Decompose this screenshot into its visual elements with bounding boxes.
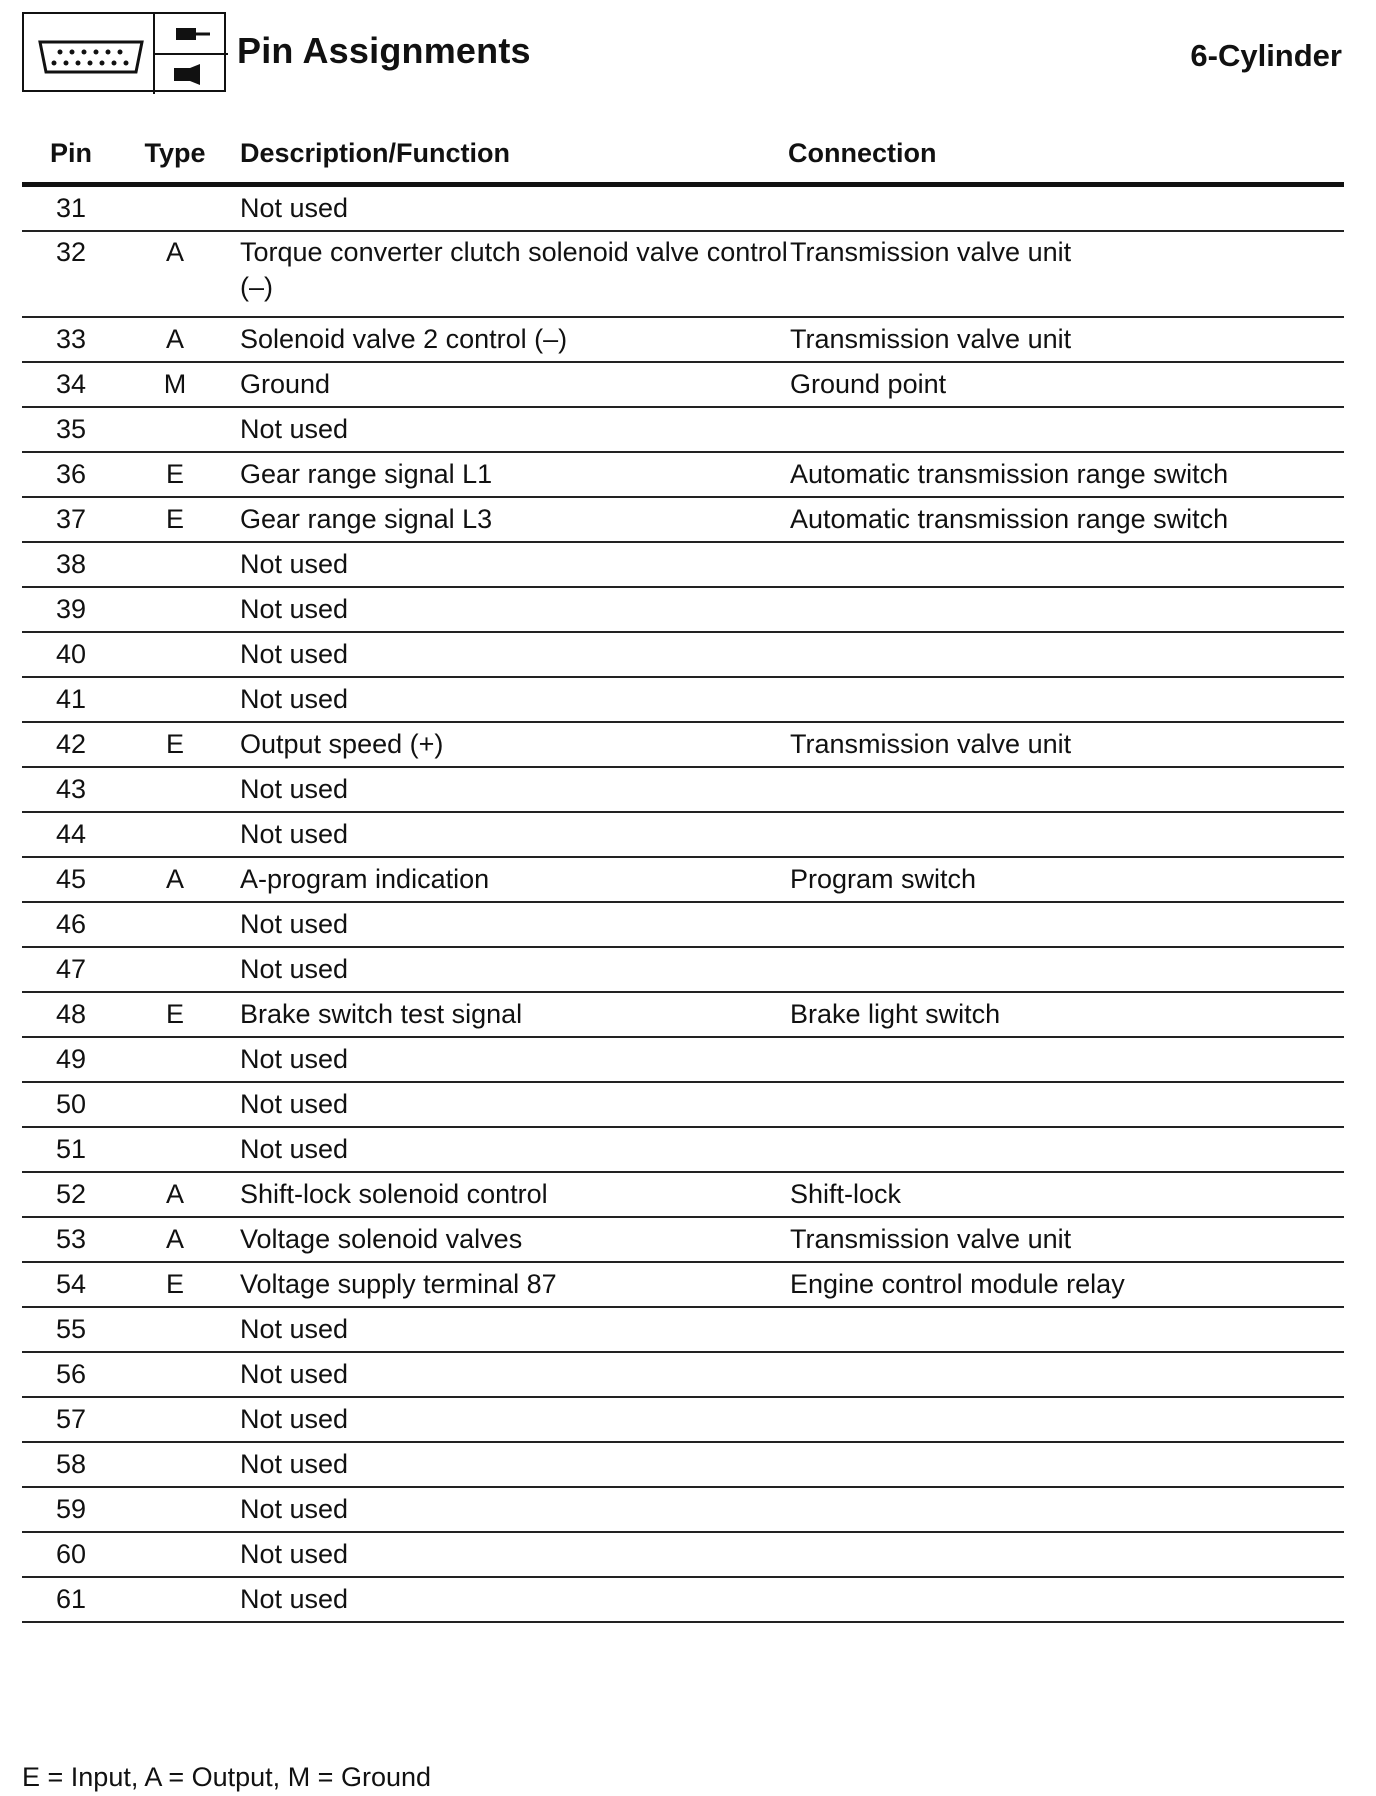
table-row <box>22 1532 1344 1577</box>
pin-description: Not used <box>230 1397 788 1442</box>
pin-connection: Transmission valve unit <box>788 1217 1344 1262</box>
pin-description: Not used <box>230 1127 788 1172</box>
pin-type <box>120 1397 230 1442</box>
pin-connection <box>788 1397 1344 1442</box>
pin-number: 61 <box>22 1577 120 1622</box>
pin-number: 54 <box>22 1262 120 1307</box>
pin-type <box>120 1442 230 1487</box>
pin-type: E <box>120 992 230 1037</box>
table-row <box>22 362 1344 407</box>
pin-connection <box>788 1577 1344 1622</box>
engine-variant: 6-Cylinder <box>1190 38 1342 73</box>
pin-description: Gear range signal L1 <box>230 452 788 497</box>
pin-description: Not used <box>230 767 788 812</box>
pin-connection <box>788 1352 1344 1397</box>
pin-number: 60 <box>22 1532 120 1577</box>
pin-type <box>120 407 230 452</box>
table-row <box>22 767 1344 812</box>
pin-description: Solenoid valve 2 control (–) <box>230 317 788 362</box>
pin-description: Not used <box>230 1442 788 1487</box>
table-row <box>22 185 1344 232</box>
pin-number: 46 <box>22 902 120 947</box>
pin-description: Not used <box>230 1577 788 1622</box>
pin-description: Shift-lock solenoid control <box>230 1172 788 1217</box>
table-row <box>22 497 1344 542</box>
pin-type <box>120 185 230 232</box>
pin-number: 36 <box>22 452 120 497</box>
table-row <box>22 992 1344 1037</box>
pin-number: 31 <box>22 185 120 232</box>
table-row <box>22 587 1344 632</box>
pin-description: Torque converter clutch solenoid valve control (–) <box>230 231 788 317</box>
pin-number: 59 <box>22 1487 120 1532</box>
pin-connection <box>788 632 1344 677</box>
table-row <box>22 1127 1344 1172</box>
pin-description: Not used <box>230 677 788 722</box>
pin-connection <box>788 185 1344 232</box>
pin-number: 57 <box>22 1397 120 1442</box>
table-row <box>22 231 1344 317</box>
pin-type <box>120 587 230 632</box>
pin-number: 50 <box>22 1082 120 1127</box>
pin-type <box>120 1532 230 1577</box>
pin-type <box>120 767 230 812</box>
table-header-row <box>22 138 1344 185</box>
pin-description: Not used <box>230 1037 788 1082</box>
table-row <box>22 542 1344 587</box>
plug-out-icon <box>174 64 200 85</box>
pin-description: Not used <box>230 1532 788 1577</box>
pin-number: 47 <box>22 947 120 992</box>
table-row <box>22 1352 1344 1397</box>
pin-description: Not used <box>230 1307 788 1352</box>
pin-description: Not used <box>230 1352 788 1397</box>
pin-number: 44 <box>22 812 120 857</box>
pin-connection: Brake light switch <box>788 992 1344 1037</box>
pin-number: 45 <box>22 857 120 902</box>
pin-type <box>120 1487 230 1532</box>
pin-type <box>120 677 230 722</box>
pin-type: M <box>120 362 230 407</box>
page-header <box>22 12 1342 98</box>
pin-number: 53 <box>22 1217 120 1262</box>
pin-assignment-table-wrap <box>22 138 1344 1623</box>
pin-description: Not used <box>230 587 788 632</box>
pin-connection <box>788 407 1344 452</box>
pin-type: E <box>120 452 230 497</box>
pin-number: 38 <box>22 542 120 587</box>
pin-connection: Engine control module relay <box>788 1262 1344 1307</box>
pin-type <box>120 1307 230 1352</box>
column-header-type: Type <box>120 138 230 185</box>
pin-connection: Shift-lock <box>788 1172 1344 1217</box>
table-row <box>22 452 1344 497</box>
pin-number: 34 <box>22 362 120 407</box>
pin-connection: Automatic transmission range switch <box>788 497 1344 542</box>
pin-number: 41 <box>22 677 120 722</box>
pin-description: Not used <box>230 947 788 992</box>
pin-description: Gear range signal L3 <box>230 497 788 542</box>
pin-description: Not used <box>230 542 788 587</box>
pin-type: A <box>120 231 230 317</box>
page-title: Pin Assignments <box>237 30 531 71</box>
pin-connection <box>788 542 1344 587</box>
pin-description: Not used <box>230 407 788 452</box>
pin-connection: Transmission valve unit <box>788 317 1344 362</box>
pin-number: 48 <box>22 992 120 1037</box>
pin-type: A <box>120 317 230 362</box>
table-row <box>22 677 1344 722</box>
table-row <box>22 1577 1344 1622</box>
pin-connection <box>788 902 1344 947</box>
table-row <box>22 1172 1344 1217</box>
pin-type <box>120 1082 230 1127</box>
pin-number: 42 <box>22 722 120 767</box>
pin-number: 55 <box>22 1307 120 1352</box>
pin-description: Brake switch test signal <box>230 992 788 1037</box>
pin-number: 56 <box>22 1352 120 1397</box>
pin-connection <box>788 1532 1344 1577</box>
pin-type <box>120 812 230 857</box>
pin-connection: Ground point <box>788 362 1344 407</box>
table-row <box>22 857 1344 902</box>
pin-description: Voltage solenoid valves <box>230 1217 788 1262</box>
pin-type: E <box>120 497 230 542</box>
pin-connection <box>788 1442 1344 1487</box>
pin-type: A <box>120 1217 230 1262</box>
pin-connection <box>788 1307 1344 1352</box>
connector-icon <box>24 14 228 94</box>
pin-type <box>120 1127 230 1172</box>
pin-description: Not used <box>230 632 788 677</box>
pin-description: Not used <box>230 1082 788 1127</box>
pin-description: A-program indication <box>230 857 788 902</box>
pin-type <box>120 632 230 677</box>
pin-description: Not used <box>230 1487 788 1532</box>
column-header-pin: Pin <box>22 138 120 185</box>
pin-type <box>120 1352 230 1397</box>
pin-description: Not used <box>230 812 788 857</box>
pin-type <box>120 947 230 992</box>
table-row <box>22 1397 1344 1442</box>
type-legend: E = Input, A = Output, M = Ground <box>22 1762 432 1792</box>
pin-connection <box>788 812 1344 857</box>
pin-number: 33 <box>22 317 120 362</box>
pin-description: Not used <box>230 902 788 947</box>
table-row <box>22 632 1344 677</box>
table-body <box>22 185 1344 1623</box>
pin-connection: Transmission valve unit <box>788 231 1344 317</box>
pin-number: 40 <box>22 632 120 677</box>
pin-description: Voltage supply terminal 87 <box>230 1262 788 1307</box>
pin-connection <box>788 677 1344 722</box>
pin-type: A <box>120 857 230 902</box>
pin-type <box>120 1037 230 1082</box>
pin-description: Output speed (+) <box>230 722 788 767</box>
pin-connection <box>788 947 1344 992</box>
table-row <box>22 947 1344 992</box>
table-row <box>22 1262 1344 1307</box>
pin-type: E <box>120 1262 230 1307</box>
pin-number: 58 <box>22 1442 120 1487</box>
pin-number: 39 <box>22 587 120 632</box>
plug-in-icon <box>176 28 210 40</box>
pin-connection <box>788 1127 1344 1172</box>
pin-connection: Automatic transmission range switch <box>788 452 1344 497</box>
table-row <box>22 1217 1344 1262</box>
column-header-connection: Connection <box>788 138 1344 185</box>
table-row <box>22 317 1344 362</box>
table-row <box>22 722 1344 767</box>
pin-number: 43 <box>22 767 120 812</box>
pin-number: 37 <box>22 497 120 542</box>
pin-description: Ground <box>230 362 788 407</box>
table-row <box>22 1307 1344 1352</box>
pin-number: 52 <box>22 1172 120 1217</box>
table-row <box>22 902 1344 947</box>
pin-type <box>120 902 230 947</box>
column-header-description: Description/Function <box>230 138 788 185</box>
pin-assignment-table <box>22 138 1344 1623</box>
pin-type <box>120 1577 230 1622</box>
pin-connection: Program switch <box>788 857 1344 902</box>
pin-connection <box>788 767 1344 812</box>
pin-connection <box>788 1037 1344 1082</box>
table-row <box>22 1487 1344 1532</box>
table-row <box>22 1037 1344 1082</box>
pin-connection <box>788 587 1344 632</box>
pin-number: 35 <box>22 407 120 452</box>
pin-number: 49 <box>22 1037 120 1082</box>
table-row <box>22 407 1344 452</box>
table-row <box>22 1082 1344 1127</box>
table-row <box>22 1442 1344 1487</box>
pin-type: E <box>120 722 230 767</box>
table-row <box>22 812 1344 857</box>
pin-number: 32 <box>22 231 120 317</box>
pin-description: Not used <box>230 185 788 232</box>
pin-connection <box>788 1487 1344 1532</box>
pin-connection: Transmission valve unit <box>788 722 1344 767</box>
connector-icon-box <box>22 12 226 92</box>
pin-connection <box>788 1082 1344 1127</box>
pin-type: A <box>120 1172 230 1217</box>
pin-type <box>120 542 230 587</box>
pin-number: 51 <box>22 1127 120 1172</box>
